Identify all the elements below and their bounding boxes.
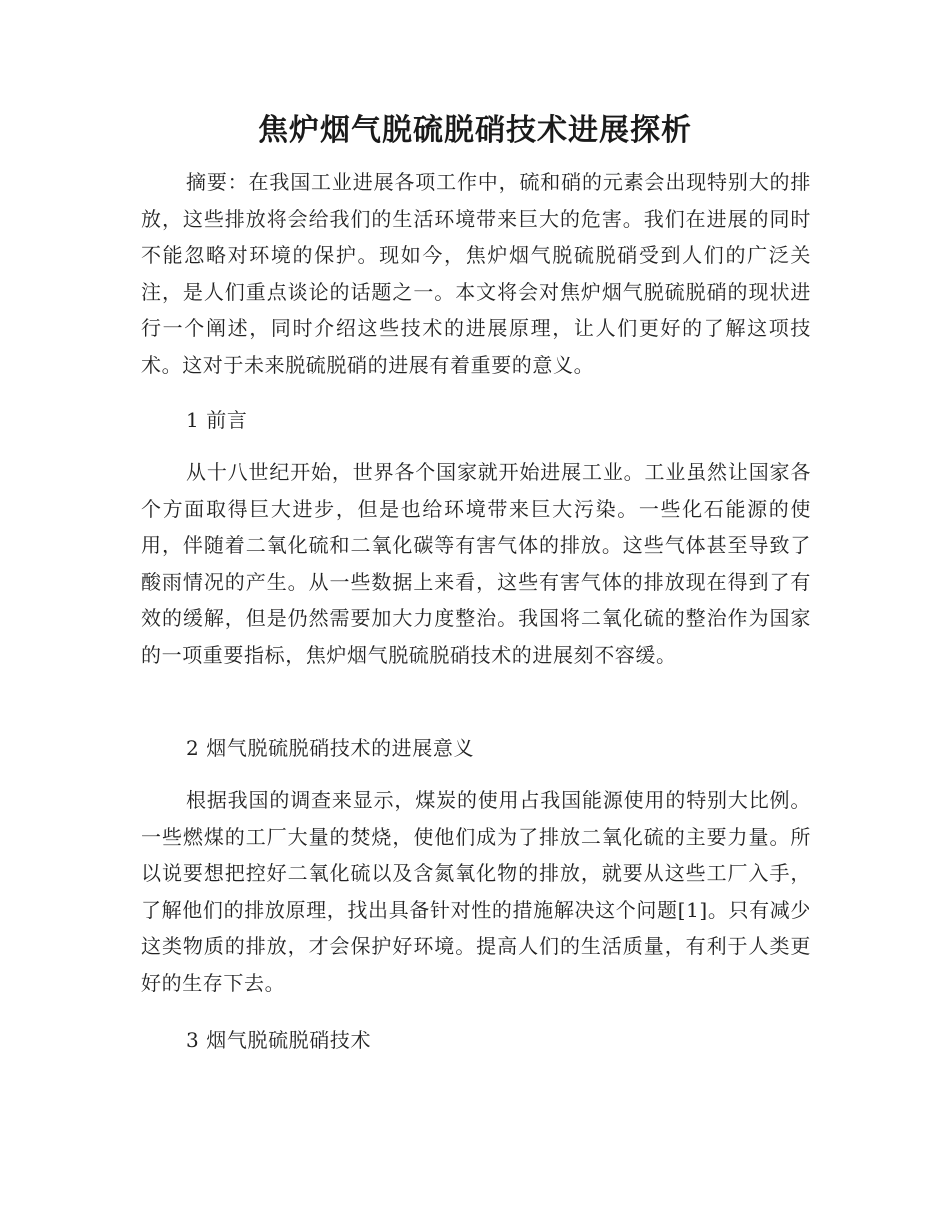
abstract-paragraph: 摘要：在我国工业进展各项工作中，硫和硝的元素会出现特别大的排放，这些排放将会给我们的生活环境带来巨大的危害。我们在进展的同时不能忽略对环境的保护。现如今，焦炉烟气脱硫脱硝受到人们的广泛关注，是人们重点谈论的话题之一。本文将会对焦炉烟气脱硫脱硝的现状进行一个阐述，同时介绍这些技术的进展原理，让人们更好的了解这项技术。这对于未来脱硫脱硝的进展有着重要的意义。 [141,170,811,377]
section-body-significance: 根据我国的调查来显示，煤炭的使用占我国能源使用的特别大比例。一些燃煤的工厂大量的焚烧，使他们成为了排放二氧化硫的主要力量。所以说要想把控好二氧化硫以及含氮氧化物的排放，就要从这些工厂入手，了解他们的排放原理，找出具备针对性的措施解决这个问题[1]。只有减少这类物质的排放，才会保护好环境。提高人们的生活质量，有利于人类更好的生存下去。 [141,788,811,995]
section-heading-technology: 3 烟气脱硫脱硝技术 [186,1028,372,1052]
document-title: 焦炉烟气脱硫脱硝技术进展探析 [258,113,692,148]
section-heading-significance: 2 烟气脱硫脱硝技术的进展意义 [186,736,475,760]
section-body-introduction: 从十八世纪开始，世界各个国家就开始进展工业。工业虽然让国家各个方面取得巨大进步，但是也给环境带来巨大污染。一些化石能源的使用，伴随着二氧化硫和二氧化碳等有害气体的排放。这些气体甚至导致了酸雨情况的产生。从一些数据上来看，这些有害气体的排放现在得到了有效的缓解，但是仍然需要加大力度整治。我国将二氧化硫的整治作为国家的一项重要指标，焦炉烟气脱硫脱硝技术的进展刻不容缓。 [141,460,811,667]
section-heading-introduction: 1 前言 [186,408,248,432]
